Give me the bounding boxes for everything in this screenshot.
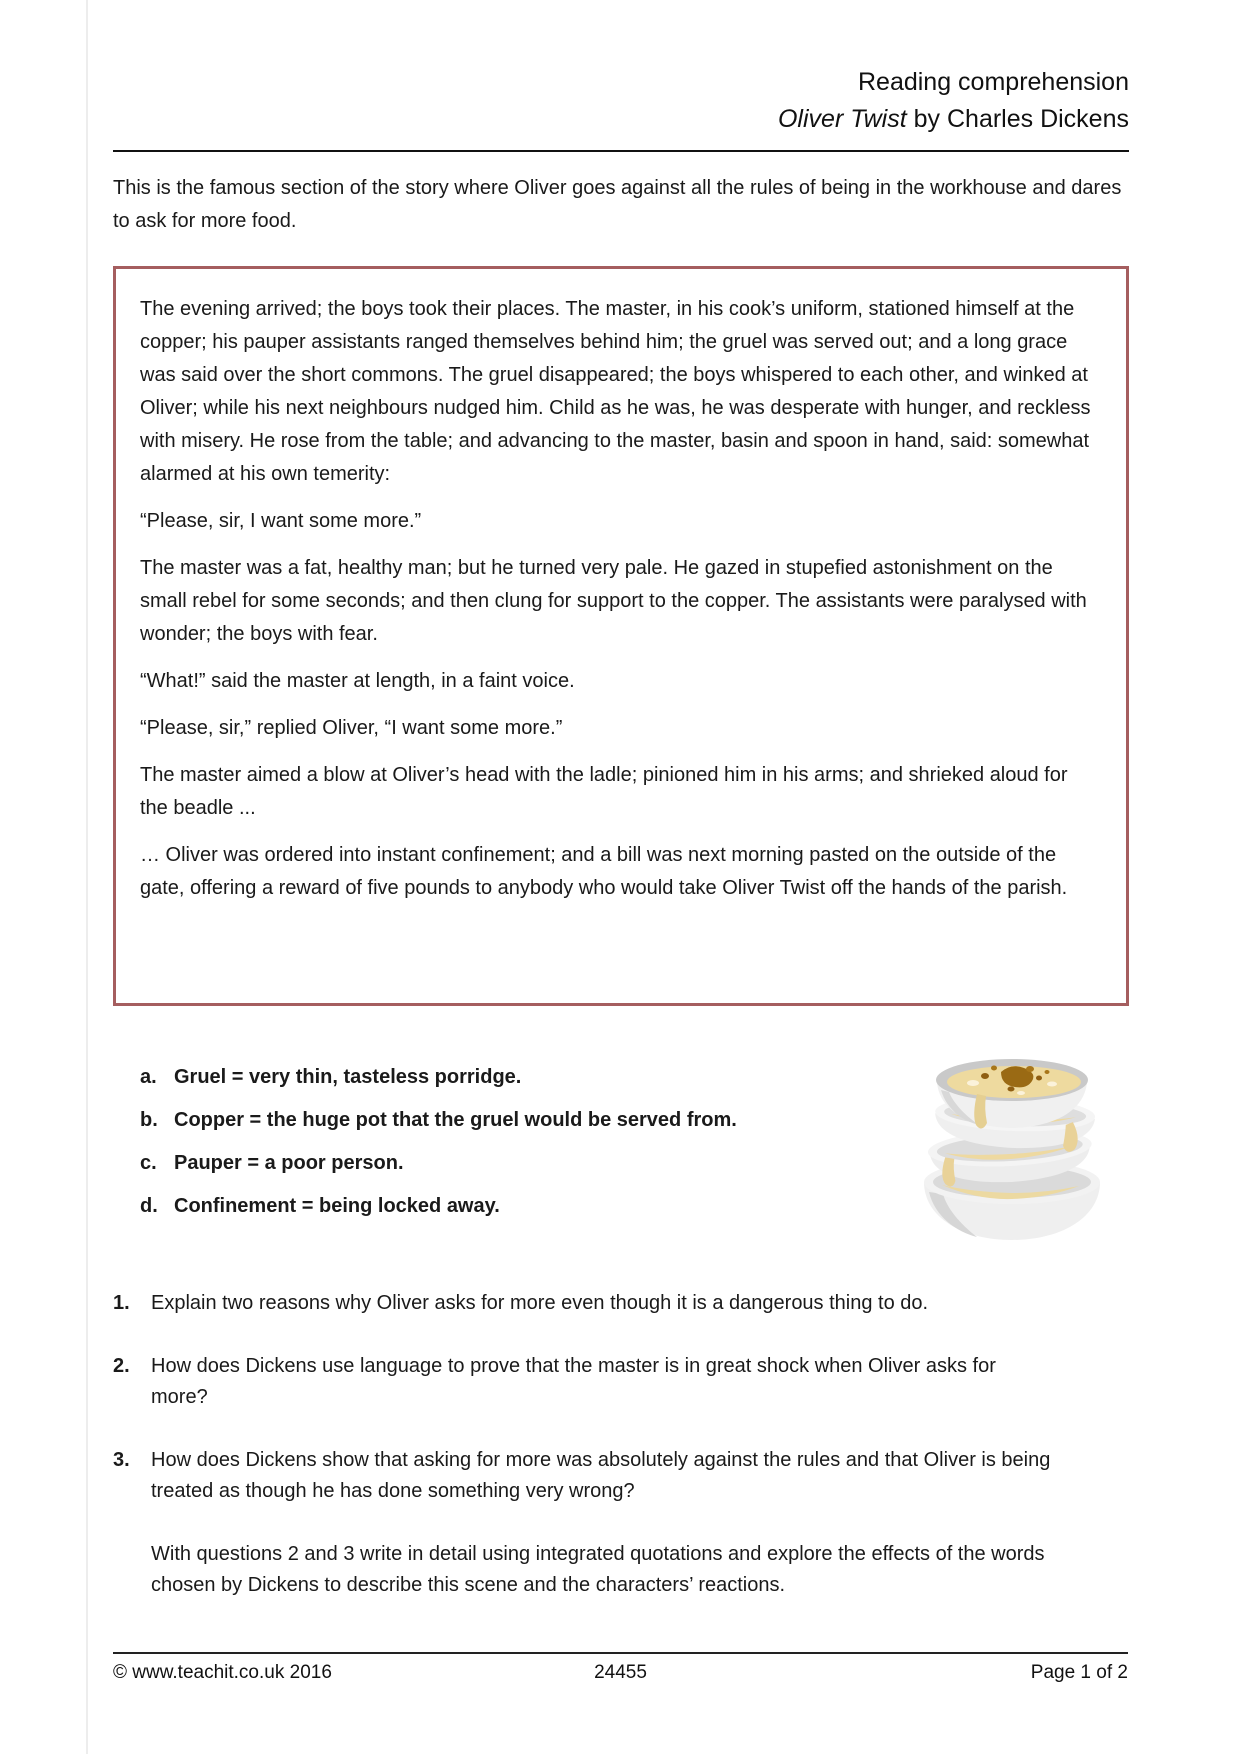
book-author: by Charles Dickens <box>906 105 1129 133</box>
extract-paragraph: “Please, sir, I want some more.” <box>140 510 422 532</box>
question-text: How does Dickens use language to prove that the master is in great shock when Oliver asks for more? <box>151 1355 996 1408</box>
question-text: Explain two reasons why Oliver asks for more even though it is a dangerous thing to do. <box>151 1292 929 1314</box>
intro-paragraph: This is the famous section of the story where Oliver goes against all the rules of being in the workhouse and dares to ask for more food. <box>113 177 1122 232</box>
question-number: 1. <box>113 1292 130 1314</box>
vocab-definition: Gruel = very thin, tasteless porridge. <box>174 1066 522 1088</box>
footer-copyright: © www.teachit.co.uk 2016 <box>113 1662 332 1683</box>
page-content <box>113 0 1129 1621</box>
header-title <box>113 101 1129 138</box>
question-number: 2. <box>113 1355 130 1377</box>
extract-paragraph: The evening arrived; the boys took their places. The master, in his cook’s uniform, stationed himself at the copper; his pauper assistants ranged themselves behind him; the gruel was served out; and a long grace was said over the short commons. The gruel disappeared; the boys whispered to each other, and winked at Oliver; while his next neighbours nudged him. Child as he was, he was desperate with hunger, and reckless with misery. He rose from the table; and advancing to the master, basin and spoon in hand, said: somewhat alarmed at his own temerity: <box>140 298 1091 485</box>
extract-paragraph: … Oliver was ordered into instant confinement; and a bill was next morning pasted on the outside of the gate, offering a reward of five pounds to anybody who would take Oliver Twist off the hands of the parish. <box>140 844 1068 899</box>
book-title: Oliver Twist <box>777 105 907 133</box>
question-text: How does Dickens show that asking for more was absolutely against the rules and that Oliver is being treated as though he has done something very wrong? <box>151 1449 1051 1502</box>
vocab-definition: Copper = the huge pot that the gruel would be served from. <box>174 1109 737 1131</box>
question-number: 3. <box>113 1449 130 1471</box>
page-footer <box>113 1652 1128 1684</box>
footer-page-number: Page 1 of 2 <box>1030 1662 1128 1683</box>
extract-paragraph: “What!” said the master at length, in a faint voice. <box>140 670 575 692</box>
vocab-letter: d. <box>140 1195 158 1217</box>
vocab-letter: b. <box>140 1109 158 1131</box>
extract-paragraph: The master was a fat, healthy man; but he turned very pale. He gazed in stupefied astonishment on the small rebel for some seconds; and then clung for support to the copper. The assistants were paralysed with wonder; the boys with fear. <box>140 557 1087 645</box>
vocab-letter: a. <box>140 1066 157 1088</box>
footer-document-id: 24455 <box>594 1662 647 1683</box>
extract-paragraph: “Please, sir,” replied Oliver, “I want some more.” <box>140 717 563 739</box>
question-item <box>113 1445 1129 1507</box>
question-list <box>113 1288 1129 1601</box>
page-edge-scan-line <box>86 0 88 1754</box>
vocab-definition: Confinement = being locked away. <box>174 1195 500 1217</box>
footer-rule <box>113 1652 1128 1654</box>
extract-box <box>113 266 1129 1006</box>
vocab-definition: Pauper = a poor person. <box>174 1152 404 1174</box>
extract-paragraph: The master aimed a blow at Oliver’s head with the ladle; pinioned him in his arms; and shrieked aloud for the beadle ... <box>140 764 1068 819</box>
header-rule <box>113 150 1129 152</box>
question-item <box>113 1351 1129 1413</box>
question-guidance-note: With questions 2 and 3 write in detail using integrated quotations and explore the effects of the words chosen by Dickens to describe this scene and the characters’ reactions. <box>151 1543 1045 1596</box>
vocab-letter: c. <box>140 1152 157 1174</box>
document-header <box>113 64 1129 138</box>
question-item <box>113 1288 1129 1319</box>
footer-row <box>113 1662 1128 1684</box>
stacked-bowls-of-gruel-icon <box>915 1042 1110 1242</box>
header-subject: Reading comprehension <box>857 68 1129 96</box>
